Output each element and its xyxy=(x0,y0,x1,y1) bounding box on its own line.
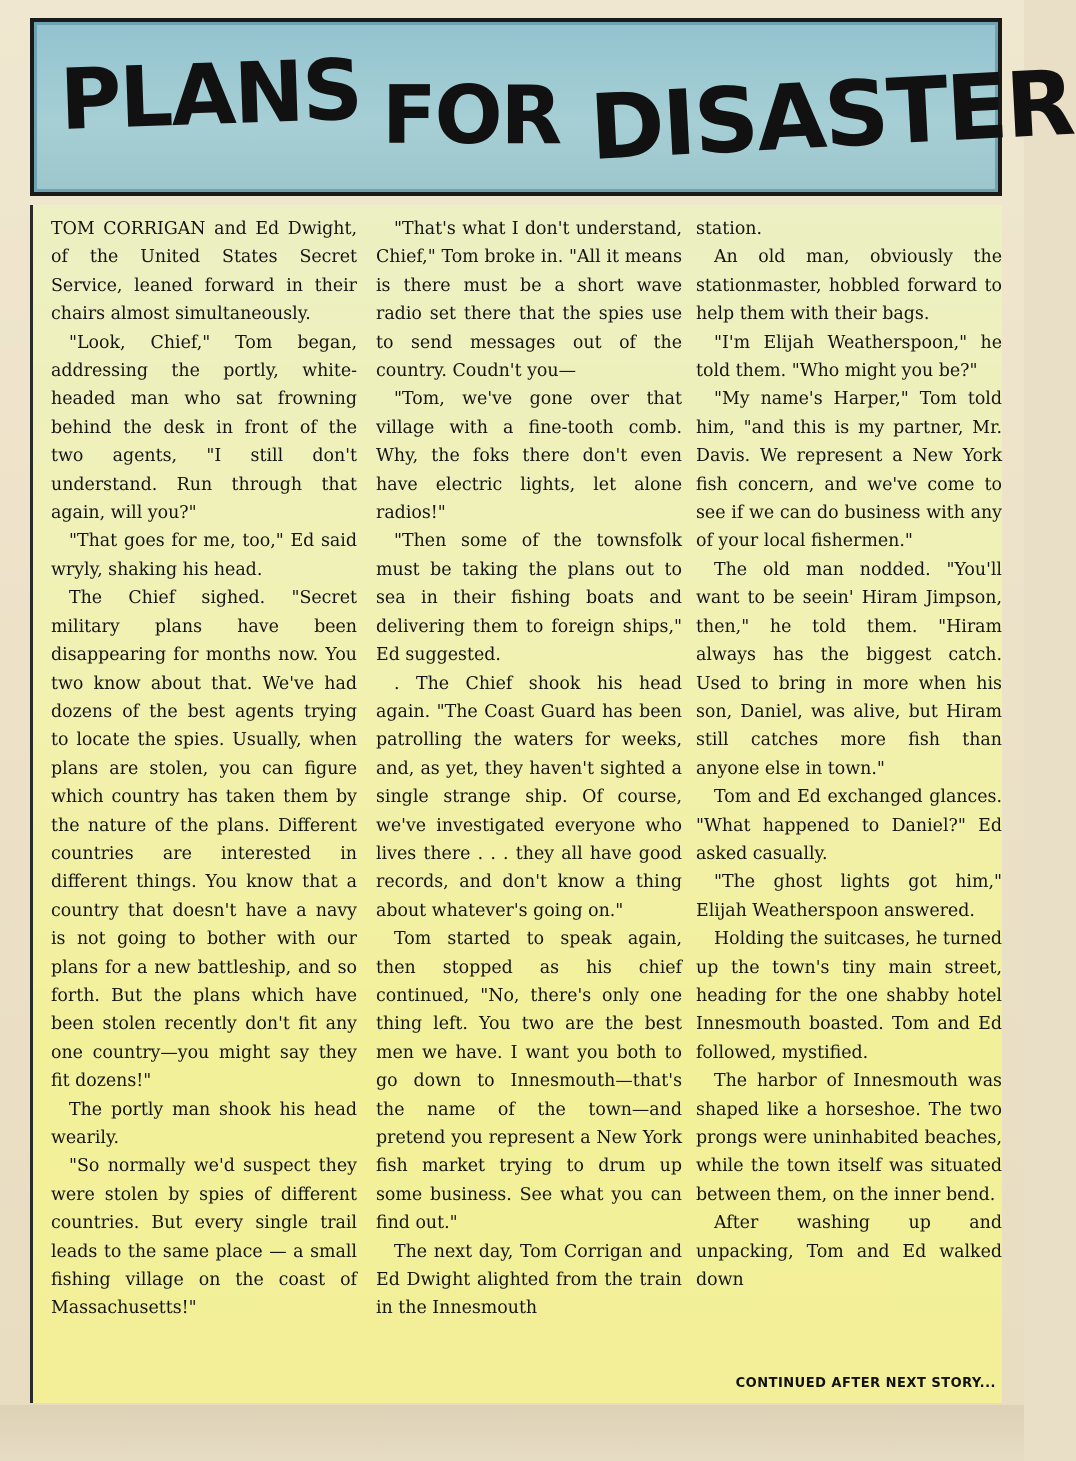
paragraph: "Tom, we've gone over that village with a fine-tooth comb. Why, the foks there don't even have electric lights, let alone radios!" xyxy=(376,389,682,524)
paragraph: The Chief sighed. "Secret military plans have been disappearing for months now. You two know about that. We've had dozens of the best agents trying to locate the spies. Usually, when plans are stolen, you can figure which country has taken them by the nature of the plans. Different countries are interested in different things. You know that a country that doesn't have a navy is not going to bother with our plans for a new battleship, and so forth. But the plans which have been stolen recently don't fit any one country—you might say they fit dozens!" xyxy=(51,588,357,1092)
paragraph: . The Chief shook his head again. "The Coast Guard has been patrolling the waters for weeks, and, as yet, they haven't sighted a single strange ship. Of course, we've investigated everyone who lives there . . . they all have good records, and don't know a thing about whatever's going on." xyxy=(376,673,682,921)
paragraph: "Then some of the townsfolk must be taking the plans out to sea in their fishing boats and delivering them to foreign ships," Ed suggested. xyxy=(376,531,682,666)
page-bottom-margin xyxy=(0,1405,1024,1461)
paragraph: The old man nodded. "You'll want to be seein' Hiram Jimpson, then," he told them. "Hiram always has the biggest catch. Used to bring in more when his son, Daniel, was alive, but Hiram still catches more fish than anyone else in town." xyxy=(696,559,1002,779)
title-word-disaster: DISASTER xyxy=(587,50,1076,181)
paragraph: TOM CORRIGAN and Ed Dwight, of the United States Secret Service, leaned forward in their chairs almost simultaneously. xyxy=(51,219,357,325)
paragraph: After washing up and unpacking, Tom and Ed walked down xyxy=(696,1213,1002,1291)
paragraph: "That's what I don't understand, Chief," Tom broke in. "All it means is there must be a short wave radio set there that the spies use to send messages out of the country. Coudn't you— xyxy=(376,219,682,382)
paragraph: Tom and Ed exchanged glances. "What happened to Daniel?" Ed asked casually. xyxy=(696,787,1002,864)
title-banner xyxy=(30,18,1076,196)
paragraph: "That goes for me, too," Ed said wryly, shaking his head. xyxy=(51,531,357,580)
paragraph: "I'm Elijah Weatherspoon," he told them. "Who might you be?" xyxy=(696,332,1002,382)
paragraph: Holding the suitcases, he turned up the town's tiny main street, heading for the one shabby hotel Innesmouth boasted. Tom and Ed followed, mystified. xyxy=(696,929,1002,1063)
text-column-3 xyxy=(696,215,1002,1385)
story-text-area xyxy=(30,205,1002,1403)
title-word-plans: PLANS xyxy=(58,40,363,149)
title-word-for: FOR xyxy=(382,69,561,162)
text-column-2 xyxy=(376,215,682,1385)
paragraph: "So normally we'd suspect they were stolen by spies of different countries. But every single trail leads to the same place — a small fishing village on the coast of Massachusetts!" xyxy=(51,1156,357,1319)
paragraph: The portly man shook his head wearily. xyxy=(51,1099,357,1148)
paragraph: An old man, obviously the stationmaster, hobbled forward to help them with their bags. xyxy=(696,247,1002,325)
paragraph: "My name's Harper," Tom told him, "and this is my partner, Mr. Davis. We represent a New York fish concern, and we've come to see if we can do business with any of your local fishermen." xyxy=(696,389,1002,552)
text-column-1 xyxy=(51,215,357,1385)
continued-note: CONTINUED AFTER NEXT STORY... xyxy=(735,1376,996,1391)
paragraph: "Look, Chief," Tom began, addressing the portly, white-headed man who sat frowning behind the desk in front of the two agents, "I still don't understand. Run through that again, will you?" xyxy=(51,332,357,524)
paragraph: The next day, Tom Corrigan and Ed Dwight alighted from the train in the Innesmouth xyxy=(376,1241,682,1319)
paragraph: "The ghost lights got him," Elijah Weatherspoon answered. xyxy=(696,872,1002,921)
paragraph: The harbor of Innesmouth was shaped like a horseshoe. The two prongs were uninhabited beaches, while the town itself was situated between them, on the inner bend. xyxy=(696,1071,1002,1205)
paragraph: station. xyxy=(696,219,763,239)
paragraph: Tom started to speak again, then stopped as his chief continued, "No, there's only one thing left. You two are the best men we have. I want you both to go down to Innesmouth—that's the name of the town—and pretend you represent a New York fish market trying to drum up some business. See what you can find out." xyxy=(376,929,682,1234)
